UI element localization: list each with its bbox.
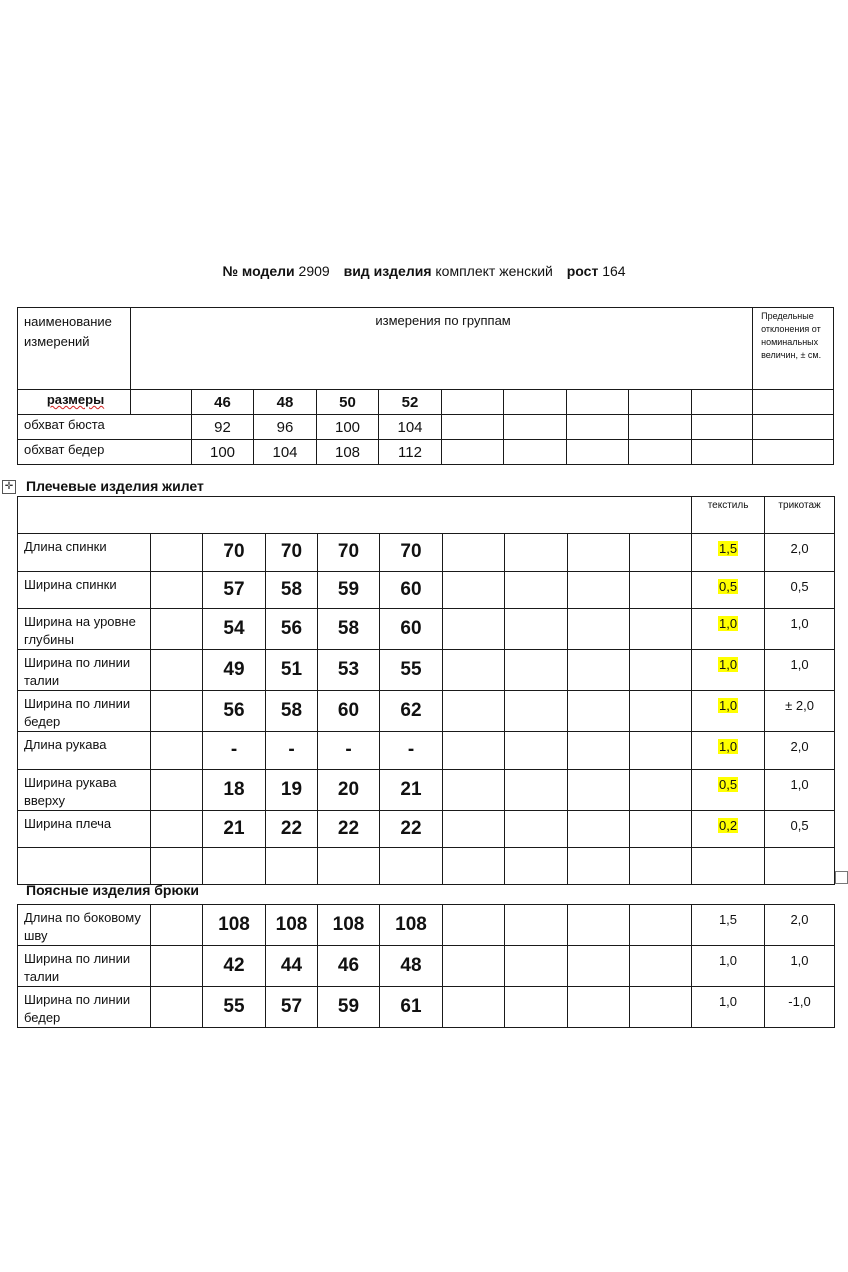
empty-cell [630,732,692,770]
empty-cell [203,848,266,885]
section-title-trousers: Поясные изделия брюки [26,882,200,898]
empty-cell [765,848,835,885]
empty-cell [692,848,765,885]
empty-cell [567,415,629,440]
table-row [18,571,835,609]
empty-cell [568,571,630,609]
empty-cell [505,848,568,885]
empty-cell [266,848,318,885]
knit-tolerance: ± 2,0 [765,691,835,732]
row-label: Ширина плеча [18,810,151,848]
empty-cell [443,571,505,609]
textile-tolerance: 0,5 [692,769,765,810]
table-row [18,534,835,572]
row-label: Ширина спинки [18,571,151,609]
empty-cell [630,571,692,609]
value-cell: 46 [318,946,380,987]
empty-cell [443,810,505,848]
value-cell: 70 [266,534,318,572]
value-cell: 112 [379,440,442,465]
empty-cell [630,946,692,987]
empty-cell [692,415,753,440]
value-cell: 108 [317,440,379,465]
empty-cell [443,905,505,946]
textile-tolerance: 1,0 [692,987,765,1028]
vest-table [17,496,835,885]
empty-cell [568,769,630,810]
value-cell: 56 [266,609,318,650]
table-row [18,946,835,987]
empty-cell [505,769,568,810]
knit-tolerance: 2,0 [765,905,835,946]
value-cell: 60 [318,691,380,732]
value-cell: 57 [203,571,266,609]
knit-tolerance: -1,0 [765,987,835,1028]
empty-cell [443,848,505,885]
empty-cell [505,987,568,1028]
value-cell: 104 [379,415,442,440]
value-cell: 61 [380,987,443,1028]
empty-cell [442,415,504,440]
value-cell: 62 [380,691,443,732]
table-row [18,732,835,770]
knit-tolerance: 1,0 [765,609,835,650]
empty-cell [630,810,692,848]
sizes-label: размеры [18,390,131,415]
measurement-name-header: наименование измерений [18,308,131,390]
empty-cell [380,848,443,885]
section-title-vest: Плечевые изделия жилет [26,478,204,494]
value-cell: 108 [318,905,380,946]
document-header [0,263,848,279]
row-label: Длина по боковому шву [18,905,151,946]
size-46: 46 [192,390,254,415]
value-cell: 70 [203,534,266,572]
size-50: 50 [317,390,379,415]
empty-cell [630,650,692,691]
value-cell: 42 [203,946,266,987]
size-table [17,307,834,465]
empty-cell [318,848,380,885]
value-cell: 48 [380,946,443,987]
empty-cell [505,810,568,848]
value-cell: 58 [318,609,380,650]
empty-cell [630,848,692,885]
value-cell: 70 [380,534,443,572]
value-cell: 100 [317,415,379,440]
table-row [18,650,835,691]
type-label: вид изделия [343,263,432,279]
value-cell: - [203,732,266,770]
value-cell: 20 [318,769,380,810]
empty-cell [505,905,568,946]
empty-cell [630,987,692,1028]
value-cell: 58 [266,571,318,609]
value-cell: 19 [266,769,318,810]
empty-cell [18,848,151,885]
value-cell: 108 [203,905,266,946]
value-cell: 70 [318,534,380,572]
tolerance-header: Предельные отклонения от номинальных величин, ± см. [753,308,834,390]
knit-tolerance: 1,0 [765,946,835,987]
value-cell: 59 [318,987,380,1028]
table-row [18,609,835,650]
table-row [18,769,835,810]
empty-cell [567,390,629,415]
row-label: Ширина по линии талии [18,650,151,691]
textile-tolerance: 0,5 [692,571,765,609]
empty-cell [151,987,203,1028]
empty-cell [568,905,630,946]
empty-cell [505,691,568,732]
empty-cell [442,390,504,415]
value-cell: 22 [318,810,380,848]
knit-tolerance: 1,0 [765,650,835,691]
value-cell: 58 [266,691,318,732]
empty-cell [505,571,568,609]
trousers-table [17,904,835,1028]
empty-cell [753,440,834,465]
empty-cell [151,609,203,650]
value-cell: 57 [266,987,318,1028]
empty-cell [568,534,630,572]
empty-cell [568,650,630,691]
empty-cell [568,609,630,650]
empty-cell [505,534,568,572]
knit-tolerance: 1,0 [765,769,835,810]
empty-cell [443,534,505,572]
empty-cell [151,905,203,946]
empty-cell [443,946,505,987]
table-resize-handle[interactable] [835,871,848,884]
row-label: Ширина по линии талии [18,946,151,987]
value-cell: 44 [266,946,318,987]
table-row [18,691,835,732]
empty-cell [568,946,630,987]
empty-cell [505,732,568,770]
empty-cell [504,390,567,415]
empty-cell [151,810,203,848]
knit-tolerance: 2,0 [765,732,835,770]
empty-cell [630,609,692,650]
empty-cell [505,650,568,691]
empty-cell [629,390,692,415]
empty-cell [151,769,203,810]
row-label: Длина рукава [18,732,151,770]
empty-cell [151,534,203,572]
value-cell: - [266,732,318,770]
textile-tolerance: 1,0 [692,946,765,987]
height-value: 164 [602,263,626,279]
value-cell: 108 [266,905,318,946]
value-cell: 60 [380,609,443,650]
value-cell: 104 [254,440,317,465]
empty-cell [629,440,692,465]
row-label: обхват бюста [18,415,192,440]
textile-tolerance: 1,0 [692,732,765,770]
empty-cell [443,691,505,732]
model-label: № модели [222,263,295,279]
height-label: рост [566,263,599,279]
row-label: Ширина на уровне глубины [18,609,151,650]
value-cell: 21 [203,810,266,848]
empty-header-cell [18,497,692,534]
empty-cell [753,415,834,440]
textile-tolerance: 1,5 [692,905,765,946]
empty-cell [568,848,630,885]
size-48: 48 [254,390,317,415]
value-cell: - [318,732,380,770]
textile-tolerance: 1,5 [692,534,765,572]
empty-cell [568,810,630,848]
empty-cell [630,534,692,572]
empty-cell [151,732,203,770]
textile-tolerance: 1,0 [692,650,765,691]
empty-cell [443,650,505,691]
empty-cell [442,440,504,465]
group-measurements-header: измерения по группам [131,308,753,390]
model-value: 2909 [298,263,330,279]
row-label: Ширина по линии бедер [18,987,151,1028]
empty-cell [505,946,568,987]
table-row [18,905,835,946]
value-cell: 54 [203,609,266,650]
empty-cell [692,440,753,465]
empty-cell [629,415,692,440]
empty-cell [567,440,629,465]
value-cell: - [380,732,443,770]
empty-cell [151,691,203,732]
empty-cell [131,390,192,415]
value-cell: 56 [203,691,266,732]
empty-cell [151,571,203,609]
value-cell: 100 [192,440,254,465]
empty-cell [443,732,505,770]
row-label: обхват бедер [18,440,192,465]
textile-tolerance: 1,0 [692,691,765,732]
empty-cell [630,691,692,732]
empty-cell [151,848,203,885]
value-cell: 55 [380,650,443,691]
value-cell: 108 [380,905,443,946]
empty-cell [630,769,692,810]
empty-cell [443,987,505,1028]
empty-cell [568,732,630,770]
table-row [18,987,835,1028]
empty-cell [753,390,834,415]
value-cell: 92 [192,415,254,440]
value-cell: 55 [203,987,266,1028]
textile-tolerance: 1,0 [692,609,765,650]
value-cell: 18 [203,769,266,810]
value-cell: 22 [380,810,443,848]
value-cell: 60 [380,571,443,609]
row-label: Длина спинки [18,534,151,572]
empty-cell [443,769,505,810]
value-cell: 59 [318,571,380,609]
empty-cell [504,415,567,440]
row-label: Ширина по линии бедер [18,691,151,732]
empty-cell [443,609,505,650]
empty-cell [692,390,753,415]
table-row [18,810,835,848]
size-52: 52 [379,390,442,415]
empty-cell [630,905,692,946]
knit-tolerance: 0,5 [765,810,835,848]
value-cell: 96 [254,415,317,440]
empty-cell [505,609,568,650]
knit-header: трикотаж [765,497,835,534]
textile-header: текстиль [692,497,765,534]
empty-cell [504,440,567,465]
row-label: Ширина рукава вверху [18,769,151,810]
empty-cell [151,946,203,987]
textile-tolerance: 0,2 [692,810,765,848]
value-cell: 21 [380,769,443,810]
empty-cell [568,987,630,1028]
knit-tolerance: 0,5 [765,571,835,609]
knit-tolerance: 2,0 [765,534,835,572]
value-cell: 49 [203,650,266,691]
table-move-handle-icon[interactable]: ✛ [2,480,16,494]
empty-cell [568,691,630,732]
value-cell: 51 [266,650,318,691]
value-cell: 53 [318,650,380,691]
type-value: комплект женский [435,263,553,279]
empty-cell [151,650,203,691]
value-cell: 22 [266,810,318,848]
